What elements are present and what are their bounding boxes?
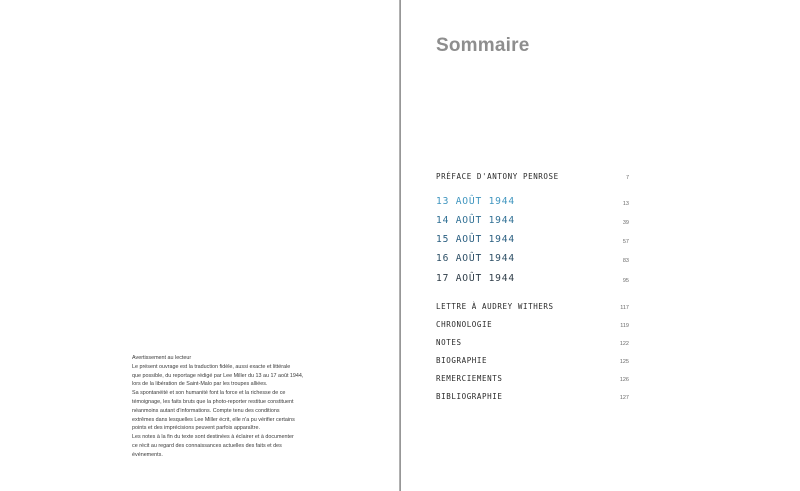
toc-entry-16-aout[interactable] [436,250,629,264]
toc-entry-label: BIOGRAPHIE [436,356,488,365]
toc-page-number: 122 [619,341,629,347]
toc-page-number: 127 [619,395,629,401]
toc-entry-preface[interactable] [436,167,629,181]
notice-line: événements. [132,451,163,458]
toc-page-number: 119 [620,323,629,329]
toc-entry-bibliographie[interactable] [436,387,629,401]
toc-entry-label: LETTRE À AUDREY WITHERS [436,302,554,311]
toc-page-number: 83 [622,258,629,264]
notice-line: que possible, du reportage rédigé par Lee Miller du 13 au 17 août 1944, [132,372,304,379]
notice-line: Le présent ouvrage est la traduction fidèle, aussi exacte et littérale [132,363,291,370]
toc-entry-chronologie[interactable] [436,315,629,329]
toc-page-number: 13 [622,201,629,207]
notice-line: témoignage, les faits bruts que la photo-reporter restitue constituent [132,398,294,405]
toc-entry-label: REMERCIEMENTS [436,374,503,383]
toc-page-number: 57 [622,239,629,245]
left-page [0,0,399,491]
toc-entry-label: 13 AOÛT 1944 [436,196,515,207]
toc-page-number: 125 [619,359,629,365]
toc-page-number: 39 [622,220,629,226]
notice-line: néanmoins autant d'informations. Compte tenu des conditions [132,407,280,414]
toc-page-number: 7 [625,175,629,181]
notice-line: ce récit au regard des connaissances actuelles des faits et des [132,442,282,449]
toc-page-number: 95 [622,278,629,284]
toc-entry-14-aout[interactable] [436,212,629,226]
page-title: Sommaire [436,35,530,56]
notice-line: lors de la libération de Saint-Malo par les troupes alliées. [132,381,268,388]
toc-entry-13-aout[interactable] [436,193,629,207]
notice-line: extrêmes dans lesquelles Lee Miller écrit, elle n'a pu vérifier certains [132,416,295,423]
toc-entry-biographie[interactable] [436,351,629,365]
toc-entry-label: PRÉFACE D'ANTONY PENROSE [436,172,559,181]
toc-entry-label: NOTES [436,338,462,347]
notice-line: Sa spontanéité et son humanité font la force et la richesse de ce [132,390,286,397]
toc-page-number: 117 [620,305,629,311]
toc-entry-lettre[interactable] [436,297,629,311]
notice-line: Les notes à la fin du texte sont destinées à éclairer et à documenter [132,434,294,441]
reader-notice [132,354,332,460]
toc-entry-label: CHRONOLOGIE [436,320,493,329]
notice-heading: Avertissement au lecteur [132,355,192,361]
toc-page-number: 126 [619,377,629,383]
toc-entry-label: 14 AOÛT 1944 [436,215,515,226]
toc-entry-15-aout[interactable] [436,231,629,245]
toc-entry-remerciements[interactable] [436,369,629,383]
toc-entry-label: BIBLIOGRAPHIE [436,392,503,401]
notice-line: points et des imprécisions peuvent parfois apparaître. [132,425,260,432]
toc-entry-label: 16 AOÛT 1944 [436,253,515,264]
toc-entry-17-aout[interactable] [436,270,629,284]
toc-entry-notes[interactable] [436,333,629,347]
toc-entry-label: 17 AOÛT 1944 [436,273,515,284]
right-page [401,0,800,491]
toc-entry-label: 15 AOÛT 1944 [436,234,515,245]
